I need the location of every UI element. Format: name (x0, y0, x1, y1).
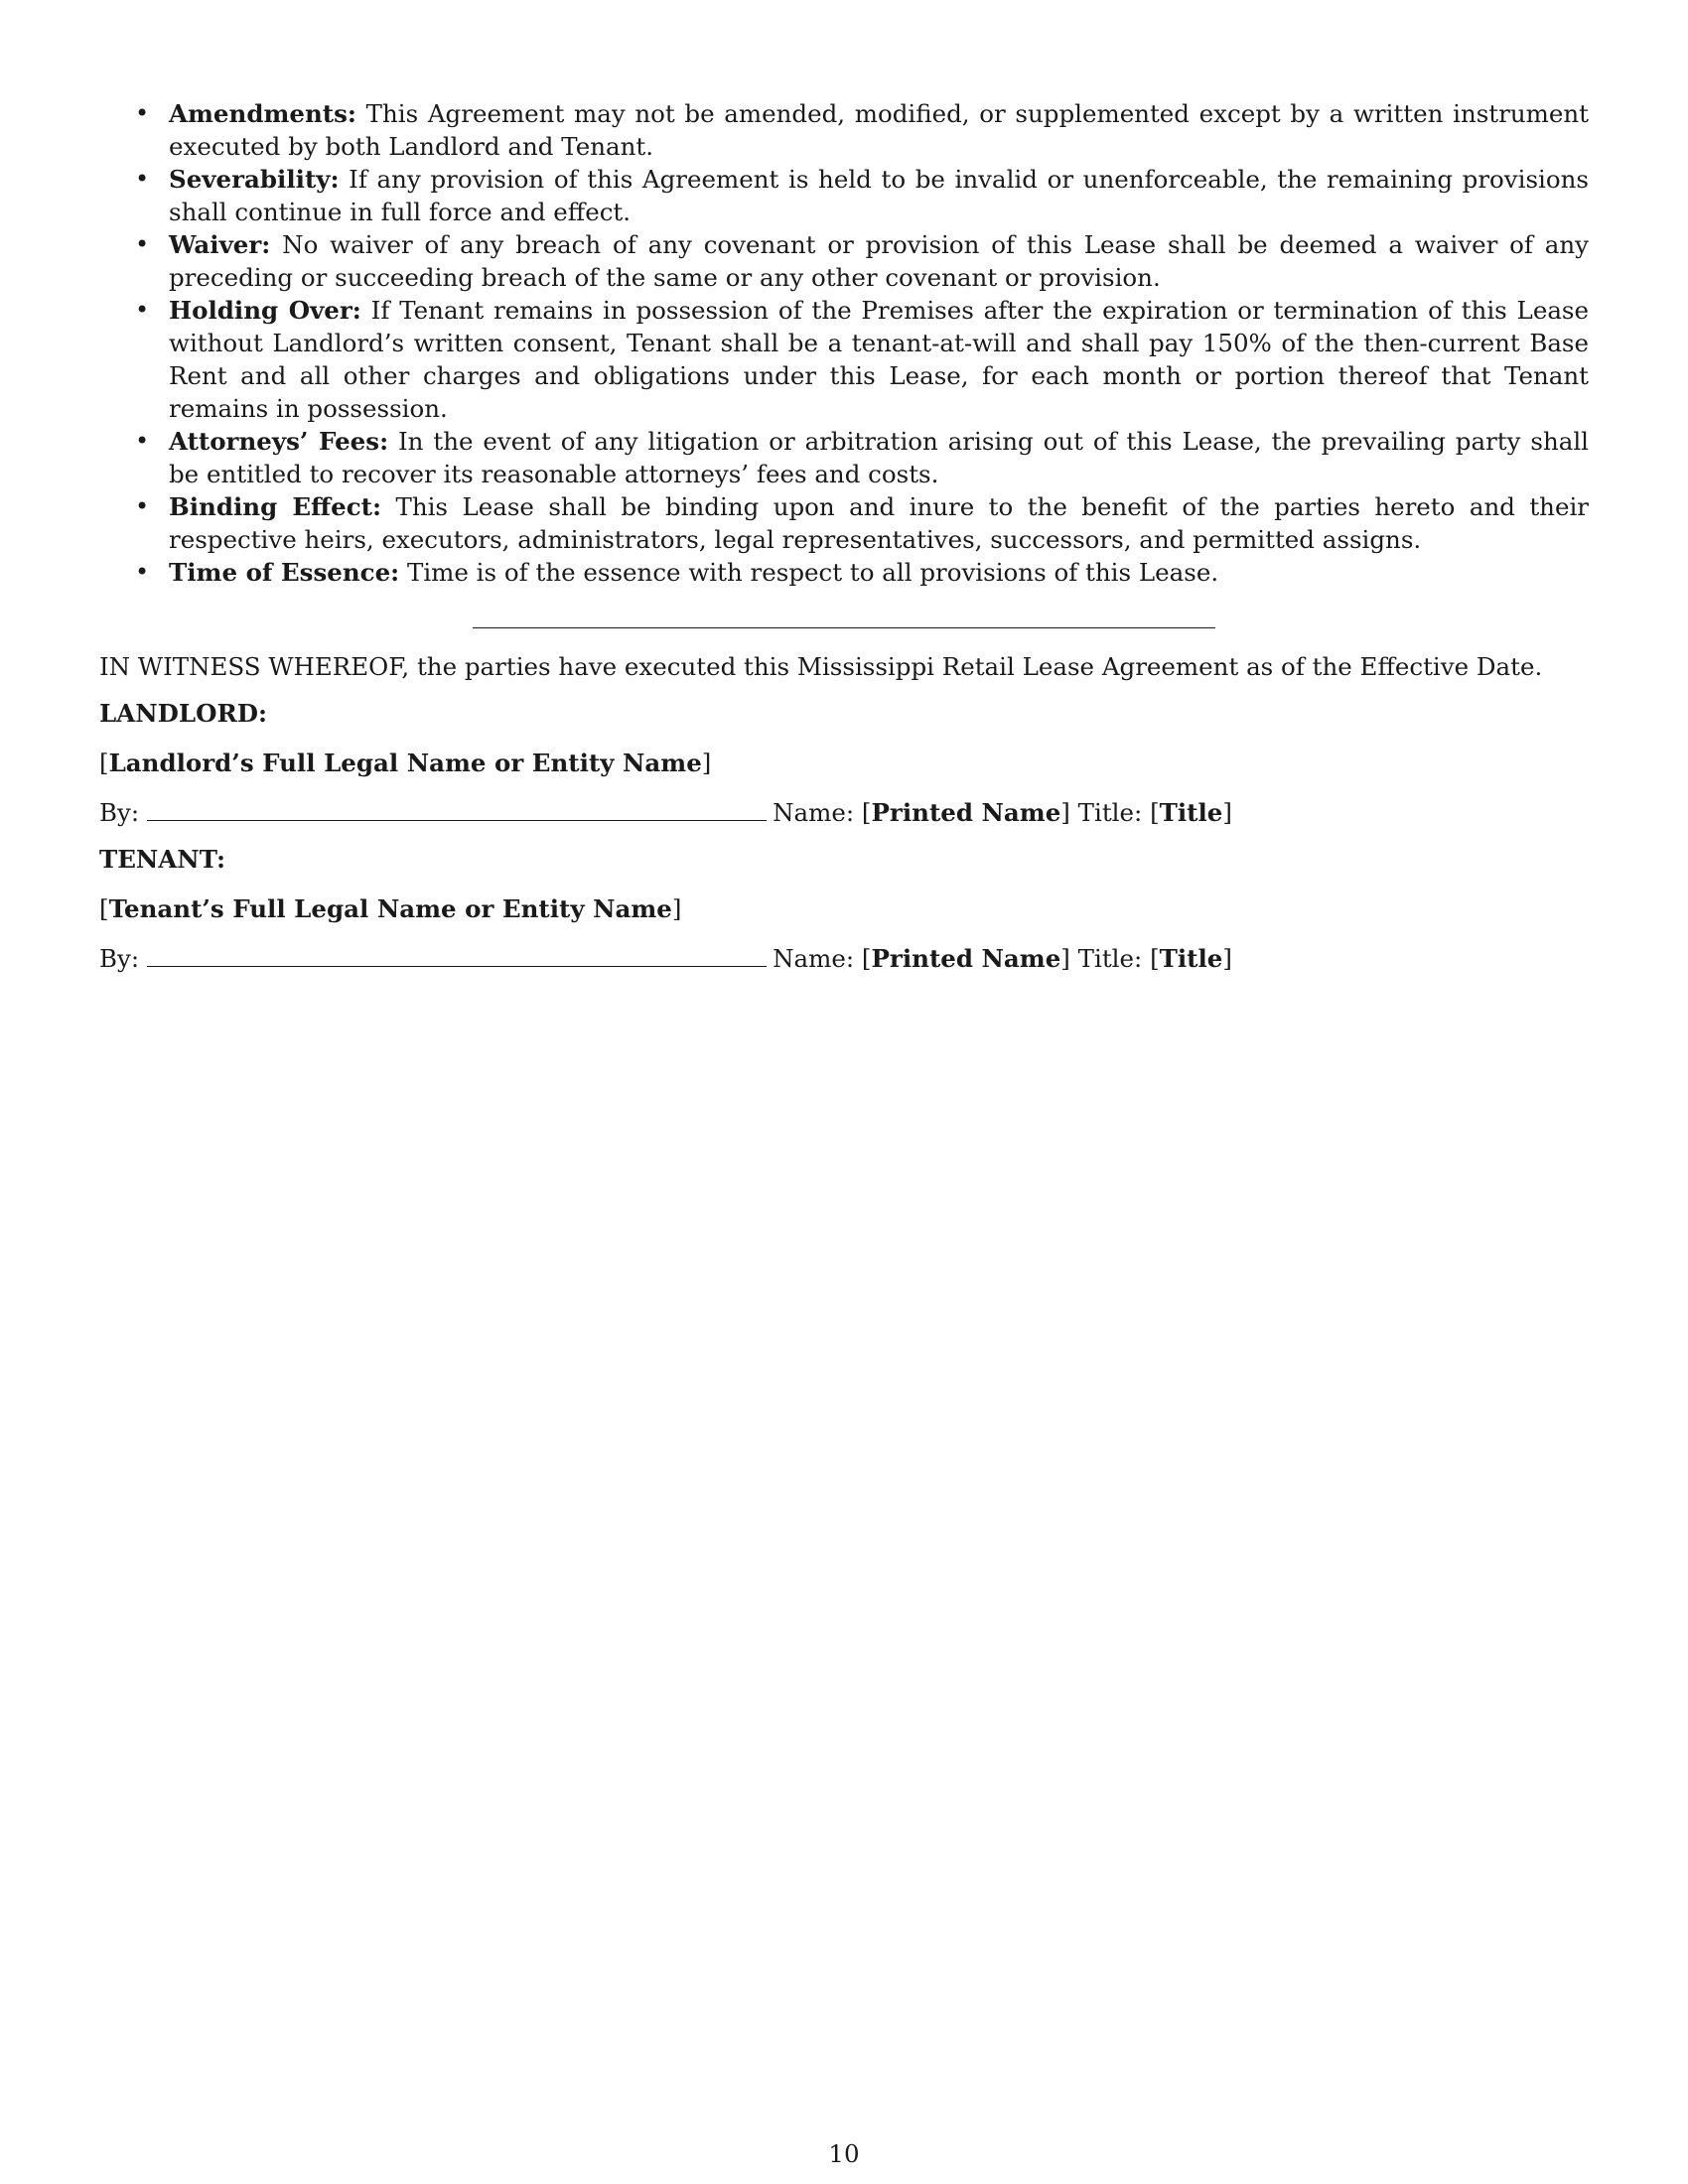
provision-term: Waiver: (169, 230, 271, 259)
tenant-printed-name: Printed Name (871, 944, 1061, 973)
bracket-close: ] (671, 894, 682, 923)
provision-term: Severability: (169, 165, 340, 194)
landlord-signature-line: By: Name: [Printed Name] Title: [Title] (99, 798, 1232, 827)
list-item (99, 228, 1589, 294)
list-item (99, 425, 1589, 490)
document-page (99, 97, 1589, 975)
provision-text: If any provision of this Agreement is held to be invalid or unenforceable, the remaining provisions shall continue in full force and effect. (169, 165, 1589, 226)
tenant-label: TENANT: (99, 845, 226, 874)
tenant-signature-line: By: Name: [Printed Name] Title: [Title] (99, 944, 1232, 973)
by-label: By: (99, 798, 140, 827)
name-label: Name: (773, 798, 855, 827)
title-label: Title: (1077, 944, 1143, 973)
tenant-title-value: Title (1159, 944, 1223, 973)
title-label: Title: (1077, 798, 1143, 827)
bullet-icon: • (135, 558, 150, 586)
provision-term: Attorneys’ Fees: (169, 427, 389, 456)
name-label: Name: (773, 944, 855, 973)
landlord-title-value: Title (1159, 798, 1223, 827)
list-item (99, 490, 1589, 556)
tenant-name-placeholder (99, 892, 1589, 925)
provision-term: Holding Over: (169, 296, 361, 325)
witness-clause: IN WITNESS WHEREOF, the parties have executed this Mississippi Retail Lease Agreement as of the Effective Date. (99, 652, 1543, 681)
provision-text: In the event of any litigation or arbitration arising out of this Lease, the prevailing party shall be entitled to recover its reasonable attorneys’ fees and costs. (169, 427, 1589, 488)
bracket-open: [ (99, 894, 109, 923)
provision-text: This Agreement may not be amended, modified, or supplemented except by a written instrument executed by both Landlord and Tenant. (169, 99, 1589, 161)
landlord-name-text: Landlord’s Full Legal Name or Entity Name (108, 749, 702, 777)
landlord-label: LANDLORD: (99, 699, 268, 728)
section-divider (473, 627, 1215, 628)
list-item (99, 163, 1589, 228)
list-item (99, 294, 1589, 425)
provisions-list (99, 97, 1589, 589)
by-label: By: (99, 944, 140, 973)
provision-term: Time of Essence: (169, 558, 400, 587)
landlord-name-placeholder (99, 747, 1589, 779)
bullet-icon: • (135, 99, 150, 127)
bullet-icon: • (135, 427, 150, 455)
provision-text: If Tenant remains in possession of the Premises after the expiration or termination of this Lease without Landlord’s written consent, Tenant shall be a tenant-at-will and shall pay 150% of the then-current Base Rent and all other charges and obligations under this Lease, for each month or portion thereof that Tenant remains in possession. (169, 296, 1590, 423)
tenant-name-text: Tenant’s Full Legal Name or Entity Name (108, 894, 672, 923)
landlord-signature-blank[interactable] (147, 820, 767, 821)
bullet-icon: • (135, 165, 150, 193)
provision-term: Binding Effect: (169, 492, 382, 521)
provision-text: No waiver of any breach of any covenant or provision of this Lease shall be deemed a waiver of any preceding or succeeding breach of the same or any other covenant or provision. (169, 230, 1589, 292)
list-item (99, 97, 1589, 163)
bullet-icon: • (135, 296, 150, 324)
bullet-icon: • (135, 230, 150, 258)
provision-term: Amendments: (169, 99, 356, 128)
list-item (99, 556, 1589, 589)
bracket-open: [ (99, 749, 109, 777)
page-number: 10 (828, 2139, 860, 2168)
tenant-signature-blank[interactable] (147, 966, 767, 967)
landlord-printed-name: Printed Name (871, 798, 1061, 827)
bullet-icon: • (135, 492, 150, 520)
provision-text: This Lease shall be binding upon and inure to the benefit of the parties hereto and their respective heirs, executors, administrators, legal representatives, successors, and permitted assigns. (169, 492, 1590, 554)
provision-text: Time is of the essence with respect to all provisions of this Lease. (399, 558, 1219, 587)
bracket-close: ] (701, 749, 712, 777)
